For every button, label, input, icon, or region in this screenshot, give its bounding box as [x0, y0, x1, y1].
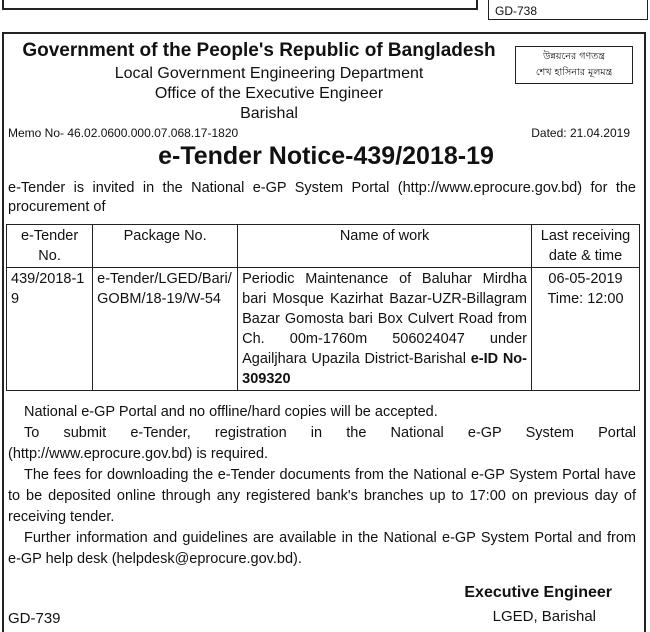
slogan-line-2: শেখ হাসিনার মূলমন্ত্র	[535, 67, 613, 78]
government-heading: Government of the People's Republic of Bangladesh	[22, 40, 496, 61]
memo-number: Memo No- 46.02.0600.000.07.068.17-1820	[8, 126, 239, 140]
table-header-row	[7, 225, 640, 268]
slogan-box	[515, 46, 633, 84]
tender-table	[6, 224, 640, 391]
cell-tender-no: 439/2018-19	[7, 268, 93, 391]
cell-name-of-work	[238, 268, 532, 391]
work-description: Periodic Maintenance of Baluhar Mirdha bari Mosque Kazirhat Bazar-UZR-Billagram Bazar Gomosta bari Box Culvert Road from Ch. 00m-1760m 506024047 under Agailjhara Upazila District-Barishal	[242, 271, 527, 367]
notice-title: e-Tender Notice-439/2018-19	[158, 142, 494, 170]
office-heading: Office of the Executive Engineer	[154, 85, 384, 102]
signature-title: Executive Engineer	[464, 584, 612, 601]
signature-office: LGED, Barishal	[492, 608, 596, 625]
slogan-line-1: উন্নয়নের গণতন্ত্র	[543, 51, 605, 62]
previous-notice-code: GD-738	[488, 0, 648, 20]
header-last-receiving: Last receiving date & time	[532, 225, 640, 268]
header-name-of-work: Name of work	[238, 225, 532, 268]
previous-notice-frame	[2, 0, 478, 10]
header-package-no: Package No.	[93, 225, 238, 268]
header-tender-no: e-Tender No.	[7, 225, 93, 268]
location-heading: Barishal	[240, 105, 298, 122]
paragraph-guidelines: Further information and guidelines are available in the National e-GP System Portal and from e-GP help desk (helpdesk@eprocure.gov.bd).	[8, 530, 636, 567]
e-id-number: e-ID No-309320	[242, 351, 527, 387]
department-heading: Local Government Engineering Department	[114, 65, 424, 82]
cell-package-no: e-Tender/LGED/Bari/GOBM/18-19/W-54	[93, 268, 238, 391]
memo-date: Dated: 21.04.2019	[531, 126, 630, 140]
notice-paragraphs	[8, 402, 636, 570]
paragraph-registration: To submit e-Tender, registration in the National e-GP System Portal (http://www.eprocure.gov.bd) is required.	[8, 425, 636, 462]
receiving-date: 06-05-2019	[548, 271, 623, 287]
receiving-time: Time: 12:00	[547, 291, 624, 307]
table-row	[7, 268, 640, 391]
paragraph-portal: National e-GP Portal and no offline/hard copies will be accepted.	[24, 404, 438, 420]
intro-text: e-Tender is invited in the National e-GP System Portal (http://www.eprocure.gov.bd) for the procurement of	[8, 180, 636, 215]
notice-code: GD-739	[8, 610, 61, 627]
paragraph-fees: The fees for downloading the e-Tender documents from the National e-GP System Portal have to be deposited online through any registered bank's branches up to 17:00 on previous day of receiving tender.	[8, 467, 636, 525]
tender-notice	[2, 32, 646, 632]
cell-last-receiving	[532, 268, 640, 391]
